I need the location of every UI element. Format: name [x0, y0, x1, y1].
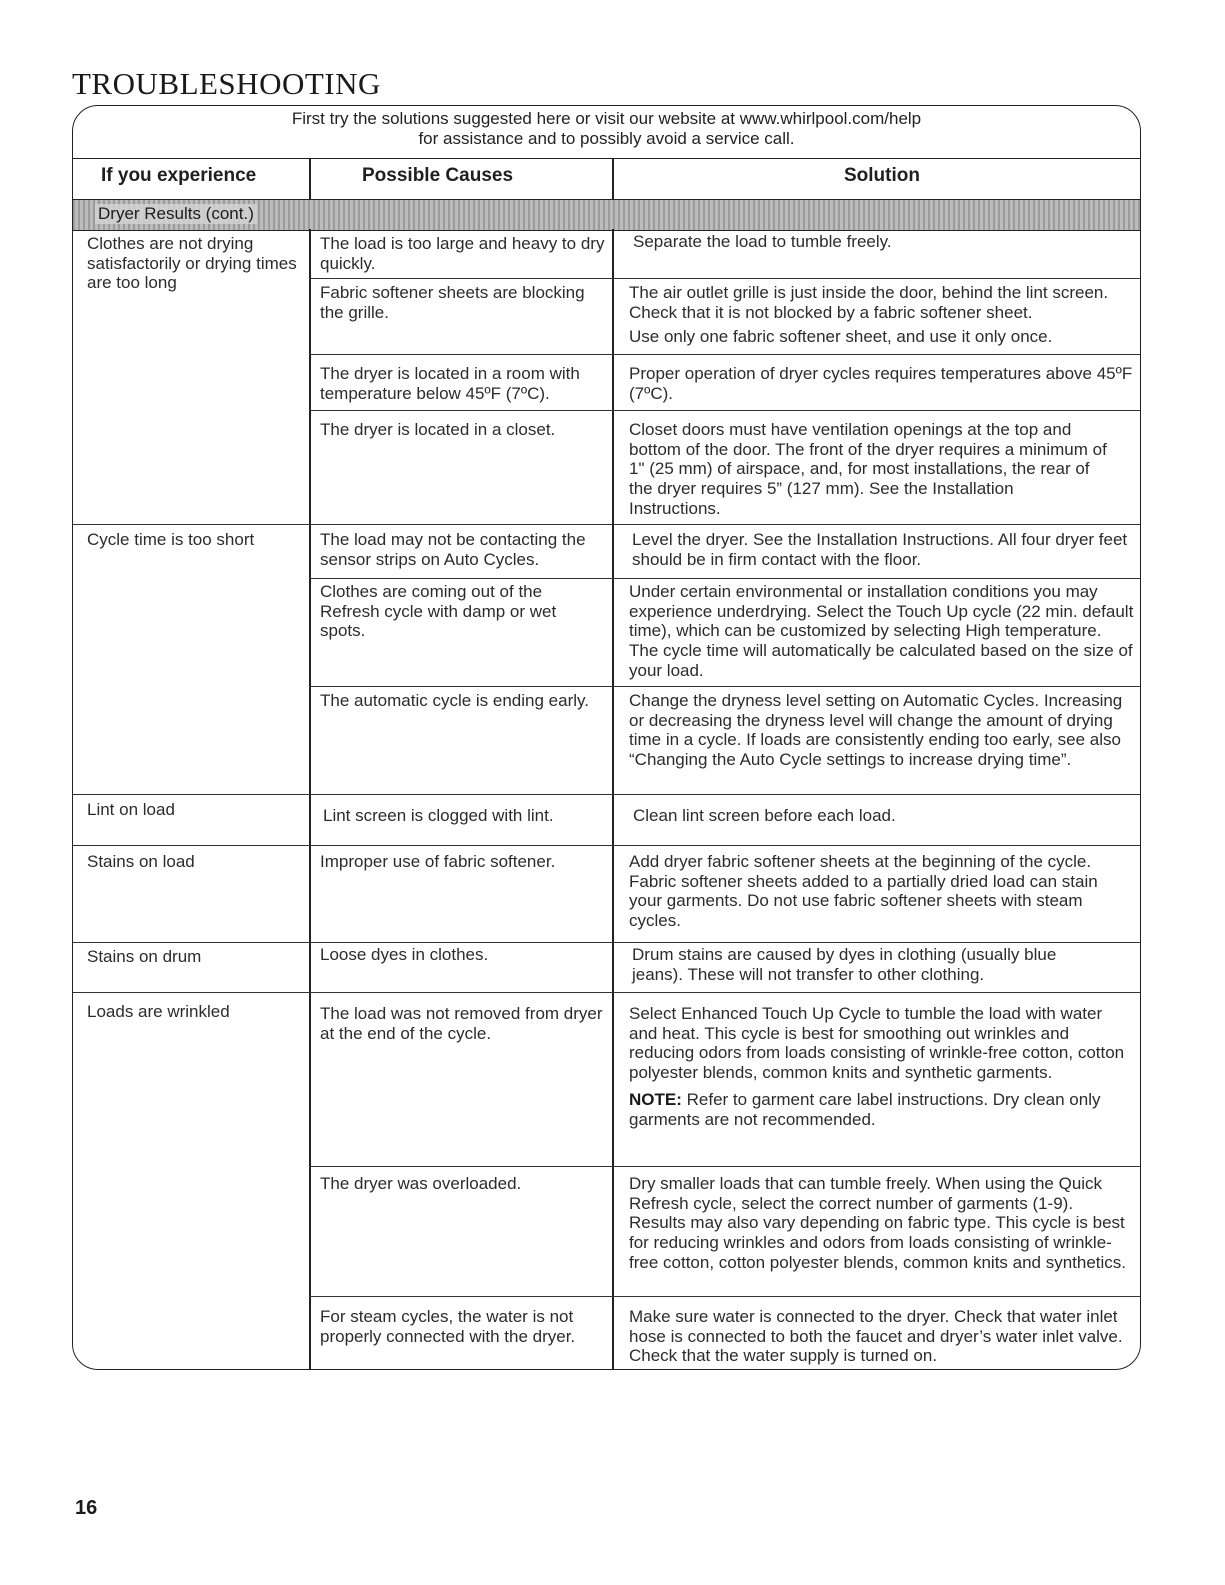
cause-cell: The dryer was overloaded. [320, 1174, 522, 1193]
header-solution: Solution [844, 165, 920, 186]
note-text: Refer to garment care label instructions. Dry clean only garments are not recommended. [629, 1089, 1101, 1129]
section-bar [73, 199, 1140, 231]
row-separator [309, 410, 1140, 411]
table-header [73, 158, 1140, 202]
row-separator [73, 794, 1140, 795]
row-separator [73, 992, 1140, 993]
column-divider [309, 229, 311, 1370]
symptom-cell: Cycle time is too short [87, 530, 255, 549]
cause-cell: Improper use of fabric softener. [320, 852, 556, 871]
cause-cell: Loose dyes in clothes. [320, 945, 489, 964]
note-label: NOTE: [629, 1089, 682, 1109]
solution-cell: Under certain environmental or installation conditions you may experience underdrying. Select the Touch Up cycle (22 min. default time), which can be customized by selecting High temperature. The cycle time will automatically be calculated based on the size of your load. [629, 582, 1134, 680]
cause-cell: The automatic cycle is ending early. [320, 691, 589, 710]
row-separator [73, 845, 1140, 846]
cause-cell: The dryer is located in a room with temperature below 45ºF (7ºC). [320, 364, 580, 403]
column-divider [612, 229, 614, 1370]
row-separator [309, 578, 1140, 579]
symptom-cell: Loads are wrinkled [87, 1002, 230, 1021]
solution-cell: Add dryer fabric softener sheets at the beginning of the cycle. Fabric softener sheets added to a partially dried load can stain your garments. Do not use fabric softener sheets with steam cycles. [629, 852, 1098, 931]
section-label: Dryer Results (cont.) [95, 204, 257, 224]
row-separator [309, 686, 1140, 687]
symptom-cell: Stains on load [87, 852, 195, 871]
row-separator [309, 1166, 1140, 1167]
intro-text [73, 109, 1140, 149]
cause-cell: The load was not removed from dryer at the end of the cycle. [320, 1004, 603, 1043]
header-experience: If you experience [101, 165, 257, 186]
page-title: TROUBLESHOOTING [72, 66, 381, 101]
solution-cell: Clean lint screen before each load. [633, 806, 896, 825]
cause-cell: The load may not be contacting the sensor strips on Auto Cycles. [320, 530, 586, 569]
troubleshooting-table [72, 105, 1141, 1370]
page-number: 16 [75, 1497, 98, 1519]
solution-cell: Proper operation of dryer cycles requires temperatures above 45ºF (7ºC). [629, 364, 1133, 403]
solution-cell [629, 283, 1141, 347]
solution-cell: Level the dryer. See the Installation Instructions. All four dryer feet should be in firm contact with the floor. [632, 530, 1128, 569]
solution-cell: Change the dryness level setting on Automatic Cycles. Increasing or decreasing the dryness level will change the amount of drying time in a cycle. If loads are consistently ending too early, see also “Changing the Auto Cycle settings to increase drying time”. [629, 691, 1123, 770]
solution-cell: Separate the load to tumble freely. [633, 232, 892, 251]
solution-text: Use only one fabric softener sheet, and use it only once. [629, 327, 1053, 347]
solution-note [629, 1090, 1134, 1129]
solution-text: Select Enhanced Touch Up Cycle to tumble the load with water and heat. This cycle is best for smoothing out wrinkles and reducing odors from loads consisting of wrinkle-free cotton, cotton polyester blends, common knits and synthetic garments. [629, 1004, 1125, 1083]
row-separator [73, 942, 1140, 943]
solution-cell: Dry smaller loads that can tumble freely. When using the Quick Refresh cycle, select the correct number of garments (1-9). Results may also vary depending on fabric type. This cycle is best for reducing wrinkles and odors from loads consisting of wrinkle-free cotton, cotton polyester blends, common knits and synthetics. [629, 1174, 1127, 1272]
symptom-cell: Clothes are not drying satisfactorily or drying times are too long [87, 234, 297, 293]
solution-cell [629, 1004, 1134, 1129]
cause-cell: The load is too large and heavy to dry quickly. [320, 234, 605, 273]
intro-line-2: for assistance and to possibly avoid a service call. [418, 129, 795, 148]
header-causes: Possible Causes [362, 165, 514, 186]
cause-cell: Lint screen is clogged with lint. [323, 806, 554, 825]
solution-cell: Drum stains are caused by dyes in clothing (usually blue jeans). These will not transfer to other clothing. [632, 945, 1057, 984]
cause-cell: Fabric softener sheets are blocking the grille. [320, 283, 585, 322]
column-divider [612, 158, 614, 199]
row-separator [309, 1296, 1140, 1297]
row-separator [73, 524, 1140, 525]
solution-cell: Make sure water is connected to the dryer. Check that water inlet hose is connected to both the faucet and dryer’s water inlet valve. Check that the water supply is turned on. [629, 1307, 1123, 1366]
cause-cell: For steam cycles, the water is not properly connected with the dryer. [320, 1307, 576, 1346]
solution-text: The air outlet grille is just inside the door, behind the lint screen. Check that it is not blocked by a fabric softener sheet. [629, 283, 1109, 322]
cause-cell: The dryer is located in a closet. [320, 420, 556, 439]
row-separator [309, 354, 1140, 355]
cause-cell: Clothes are coming out of the Refresh cycle with damp or wet spots. [320, 582, 557, 641]
column-divider [309, 158, 311, 199]
symptom-cell: Lint on load [87, 800, 175, 819]
solution-cell: Closet doors must have ventilation openings at the top and bottom of the door. The front of the dryer requires a minimum of 1" (25 mm) of airspace, and, for most installations, the rear of the dryer requires 5” (127 mm). See the Installation Instructions. [629, 420, 1107, 518]
intro-line-1: First try the solutions suggested here or visit our website at www.whirlpool.com/help [291, 109, 922, 128]
row-separator [309, 278, 1140, 279]
symptom-cell: Stains on drum [87, 947, 202, 966]
